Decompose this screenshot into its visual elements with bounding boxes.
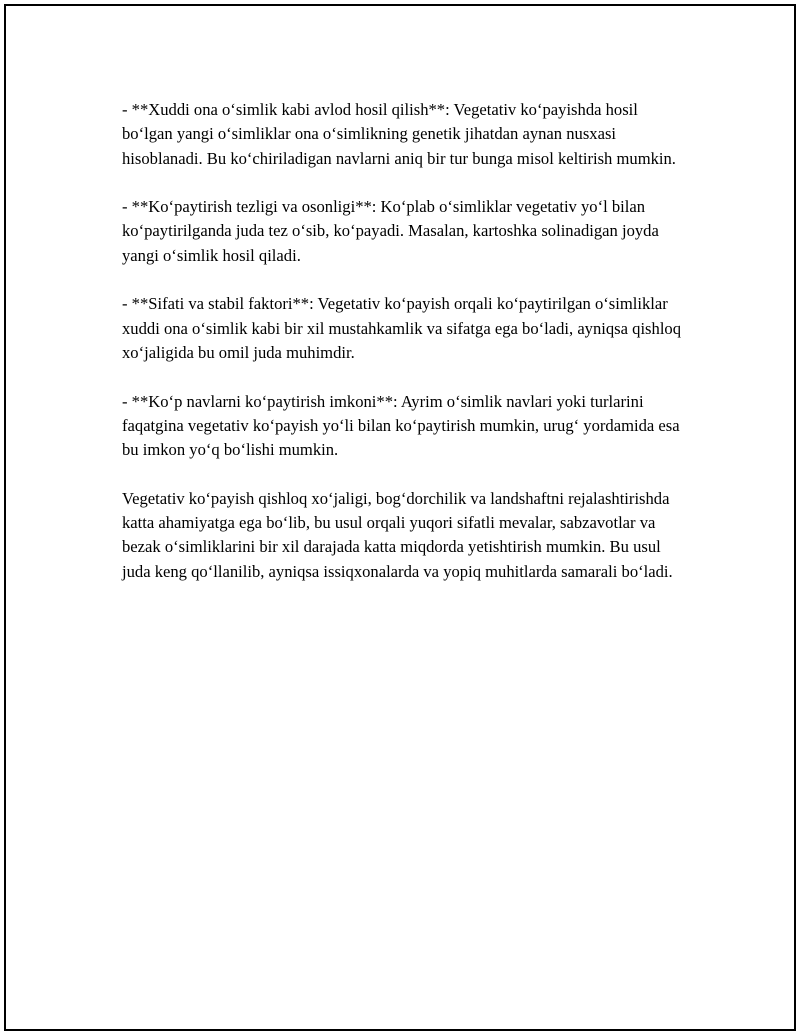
- document-body: [122, 98, 682, 608]
- paragraph-conclusion: Vegetativ koʻpayish qishloq xoʻjaligi, bogʻdorchilik va landshaftni rejalashtirishda katta ahamiyatga ega boʻlib, bu usul orqali yuqori sifatli mevalar, sabzavotlar va bezak oʻsimliklarini bir xil darajada katta miqdorda yetishtirish mumkin. Bu usul juda keng qoʻllanilib, ayniqsa issiqxonalarda va yopiq muhitlarda samarali boʻladi.: [122, 488, 673, 581]
- page-frame: [4, 4, 796, 1031]
- paragraph-bullet-2: - **Koʻpaytirish tezligi va osonligi**: Koʻplab oʻsimliklar vegetativ yoʻl bilan koʻpaytirilganda juda tez oʻsib, koʻpayadi. Masalan, kartoshka solinadigan joyda yangi oʻsimlik hosil qiladi.: [122, 197, 659, 265]
- paragraph-bullet-3: - **Sifati va stabil faktori**: Vegetativ koʻpayish orqali koʻpaytirilgan oʻsimliklar xuddi ona oʻsimlik kabi bir xil mustahkamlik va sifatga ega boʻladi, ayniqsa qishloq xoʻjaligida bu omil juda muhimdir.: [122, 294, 682, 362]
- paragraph-bullet-4: - **Koʻp navlarni koʻpaytirish imkoni**: Ayrim oʻsimlik navlari yoki turlarini faqatgina vegetativ koʻpayish yoʻli bilan koʻpaytirish mumkin, urugʻ yordamida esa bu imkon yoʻq boʻlishi mumkin.: [122, 391, 680, 460]
- paragraph-bullet-1: - **Xuddi ona oʻsimlik kabi avlod hosil qilish**: Vegetativ koʻpayishda hosil boʻlgan yangi oʻsimliklar ona oʻsimlikning genetik jihatdan aynan nusxasi hisoblanadi. Bu koʻchiriladigan navlarni aniq bir tur bunga misol keltirish mumkin.: [122, 100, 676, 168]
